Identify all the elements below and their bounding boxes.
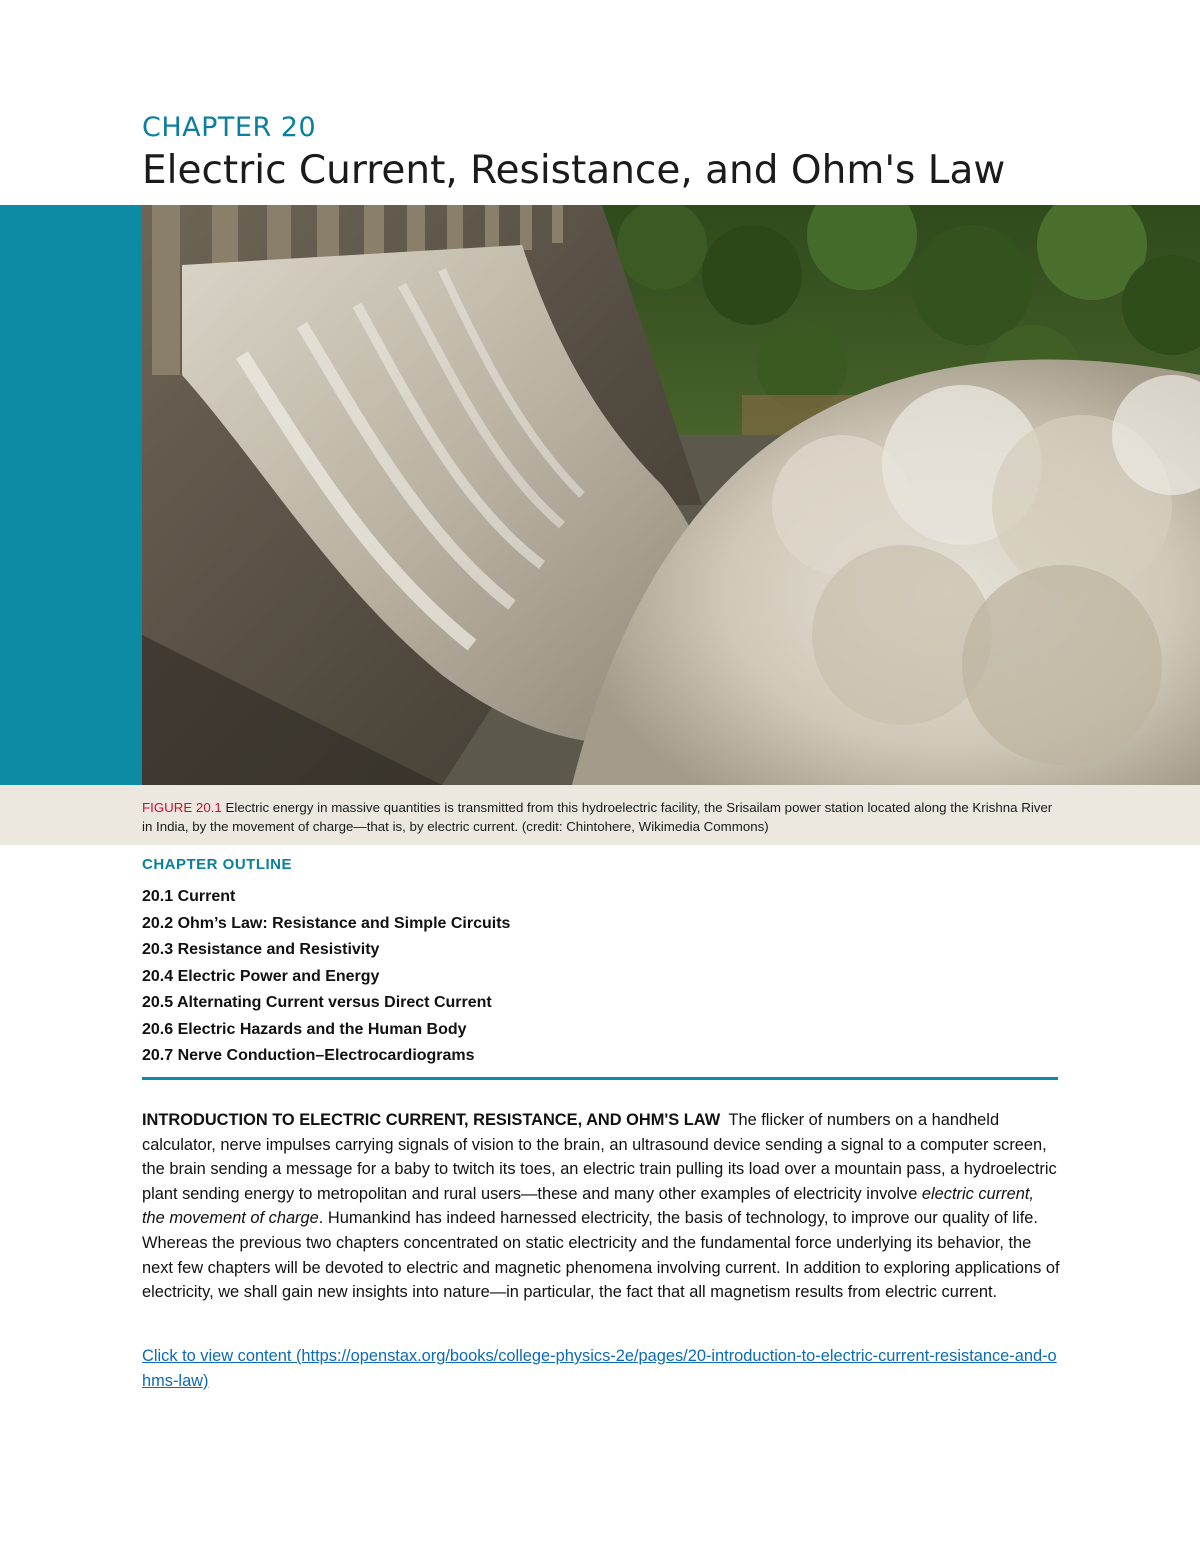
intro-paragraph [142, 1108, 1060, 1305]
outline-item: 20.3 Resistance and Resistivity [142, 941, 380, 958]
chapter-title: Electric Current, Resistance, and Ohm's Law [142, 148, 1006, 193]
view-content-link[interactable]: Click to view content (https://openstax.org/books/college-physics-2e/pages/20-introduction-to-electric-current-resistance-and-ohms-law) [142, 1347, 1057, 1390]
intro-text-before: The flicker of numbers on a handheld calculator, nerve impulses carrying signals of vision to the brain, an ultrasound device sending a signal to a computer screen, the brain sending a message for a baby to twitch its toes, an electric train pulling its load over a mountain pass, a hydroelectric plant sending energy to metropolitan and rural users—these and many other examples of electricity involve [142, 1111, 1057, 1203]
outline-item: 20.2 Ohm’s Law: Resistance and Simple Circuits [142, 914, 511, 932]
teal-accent-bar [0, 205, 142, 785]
outline-item: 20.5 Alternating Current versus Direct Current [142, 994, 492, 1011]
outline-item: 20.4 Electric Power and Energy [142, 967, 380, 985]
hydroelectric-dam-image [142, 205, 1200, 785]
chapter-outline-list [142, 884, 510, 1070]
dam-illustration [142, 205, 1200, 785]
chapter-outline-heading: CHAPTER OUTLINE [142, 856, 292, 873]
outline-item: 20.1 Current [142, 888, 236, 905]
section-divider [142, 1077, 1058, 1080]
figure-caption-text: Electric energy in massive quantities is transmitted from this hydroelectric facility, the Srisailam power station located along the Krishna River in India, by the movement of charge—that is, by electric current. (credit: Chintohere, Wikimedia Commons) [142, 800, 1053, 834]
outline-item: 20.6 Electric Hazards and the Human Body [142, 1020, 467, 1038]
intro-emphasis: electric current, the movement of charge [142, 1184, 1034, 1228]
figure-caption [142, 798, 1062, 836]
figure-label: FIGURE 20.1 [142, 800, 222, 815]
outline-item: 20.7 Nerve Conduction–Electrocardiograms [142, 1047, 475, 1064]
chapter-label: CHAPTER 20 [142, 112, 317, 143]
intro-heading: INTRODUCTION TO ELECTRIC CURRENT, RESISTANCE, AND OHM'S LAW [142, 1111, 721, 1129]
intro-text-after: . Humankind has indeed harnessed electricity, the basis of technology, to improve our quality of life. Whereas the previous two chapters concentrated on static electricity and the fundamental force underlying its behavior, the next few chapters will be devoted to electric and magnetic phenomena involving current. In addition to exploring applications of electricity, we shall gain new insights into nature—in particular, the fact that all magnetism results from electric current. [142, 1209, 1060, 1302]
